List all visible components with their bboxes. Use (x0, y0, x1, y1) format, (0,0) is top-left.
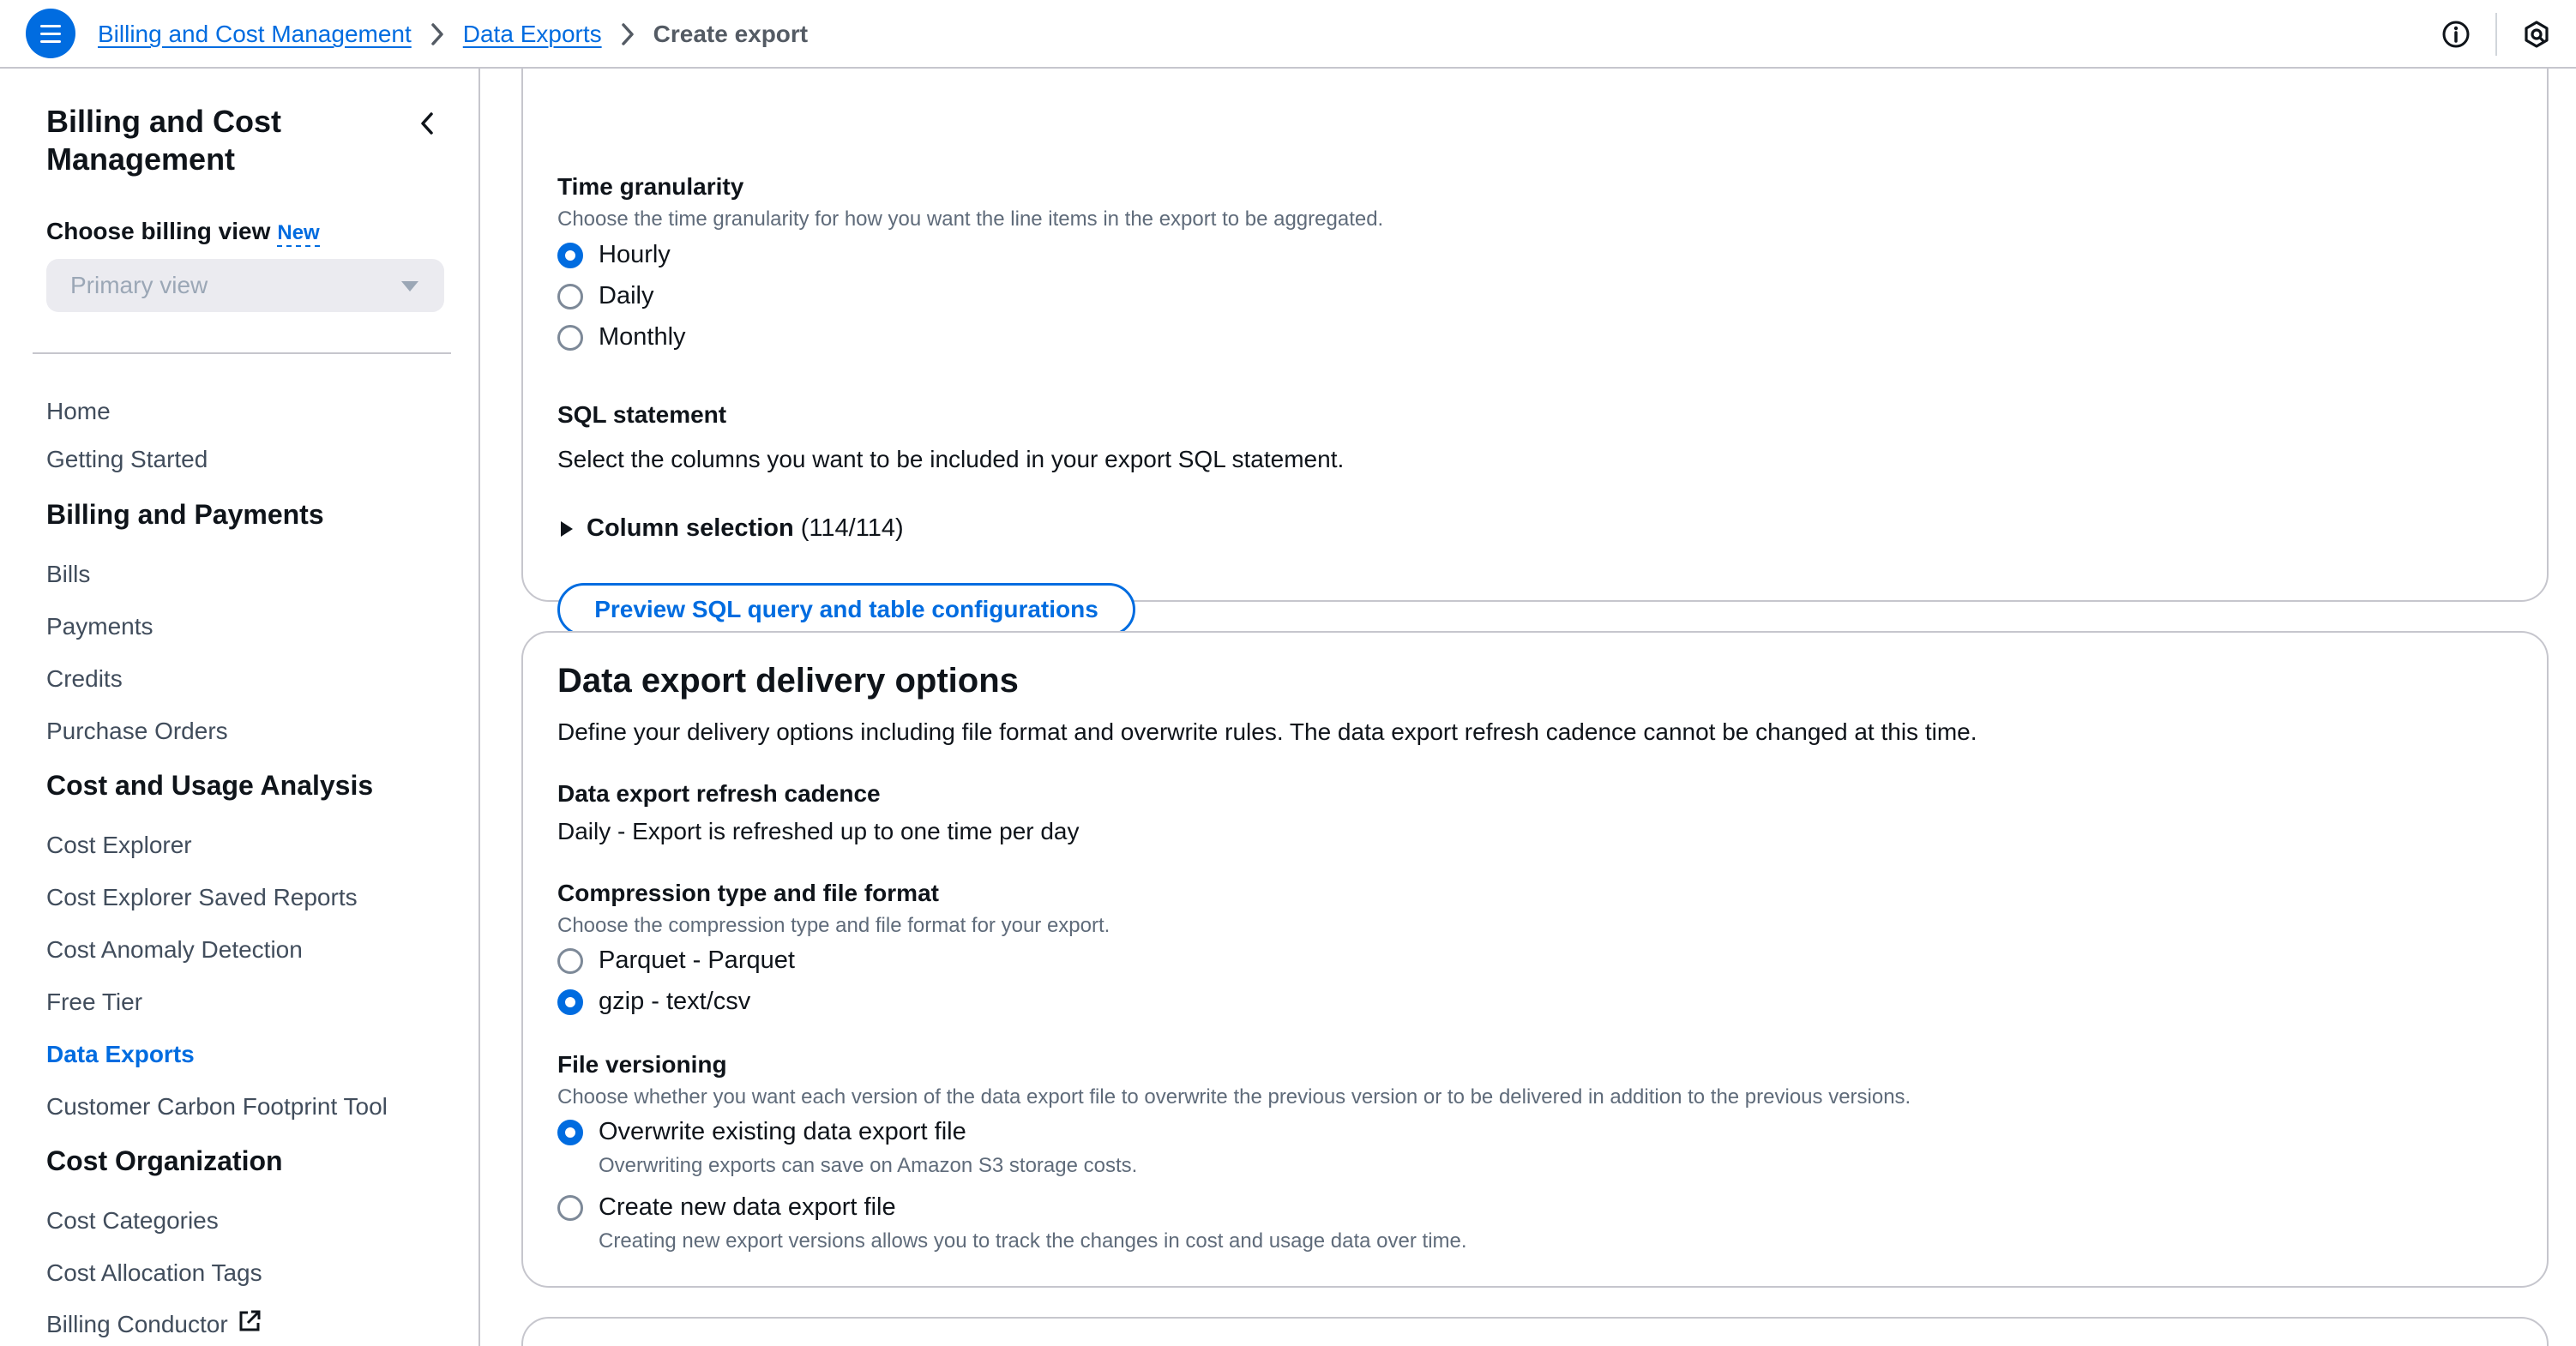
settings-icon[interactable] (2497, 0, 2576, 69)
sidebar-item-payments[interactable]: Payments (46, 613, 153, 640)
main-content (482, 69, 2576, 1346)
billing-view-value: Primary view (70, 272, 208, 298)
sidebar-item-purchase-orders[interactable]: Purchase Orders (46, 718, 228, 744)
sidebar-item-cost-explorer-saved-reports[interactable]: Cost Explorer Saved Reports (46, 884, 358, 910)
top-navigation-bar (0, 0, 2576, 69)
radio-daily[interactable] (557, 282, 653, 310)
radio-hourly[interactable] (557, 241, 671, 269)
create-new-export-hint: Creating new export versions allows you to track the changes in cost and usage data over time. (599, 1229, 1467, 1253)
sidebar-item-billing-conductor-label: Billing Conductor (46, 1310, 228, 1337)
radio-monthly[interactable] (557, 323, 686, 352)
export-content-card (521, 69, 2549, 622)
delivery-options-description: Define your delivery options including file format and overwrite rules. The data export refresh cadence cannot be changed at this time. (557, 718, 1977, 745)
next-section-card (521, 1317, 2549, 1346)
menu-icon[interactable] (26, 9, 75, 58)
file-versioning-description: Choose whether you want each version of the data export file to overwrite the previous version or to be delivered in addition to the previous versions. (557, 1085, 1911, 1109)
billing-view-select[interactable] (46, 259, 444, 312)
chevron-right-icon (412, 19, 463, 50)
sidebar-item-free-tier[interactable]: Free Tier (46, 988, 143, 1015)
sidebar-item-bills[interactable]: Bills (46, 561, 91, 587)
delivery-options-card (521, 631, 2549, 1288)
sidebar-item-credits[interactable]: Credits (46, 665, 123, 692)
radio-button-selected (557, 243, 583, 268)
sql-statement-description: Select the columns you want to be included in your export SQL statement. (557, 446, 1345, 472)
sidebar-item-billing-conductor[interactable] (46, 1308, 262, 1340)
sidebar-item-cost-allocation-tags[interactable]: Cost Allocation Tags (46, 1259, 262, 1286)
radio-create-new-export[interactable] (557, 1193, 896, 1222)
sidebar-section-cost-organization: Cost Organization (46, 1145, 283, 1176)
caret-down-icon (401, 281, 418, 291)
preview-sql-button[interactable]: Preview SQL query and table configurations (557, 583, 1135, 636)
file-versioning-label: File versioning (557, 1051, 727, 1078)
refresh-cadence-value: Daily - Export is refreshed up to one time per day (557, 818, 1080, 844)
sidebar-title: Billing and Cost Management (46, 104, 281, 177)
side-navigation (0, 69, 480, 1346)
radio-label: Monthly (599, 323, 686, 351)
sidebar-item-data-exports[interactable]: Data Exports (46, 1041, 195, 1067)
sidebar-item-cost-explorer[interactable]: Cost Explorer (46, 832, 192, 858)
sidebar-item-cost-categories[interactable]: Cost Categories (46, 1207, 219, 1234)
sql-statement-label: SQL statement (557, 401, 727, 428)
radio-button (557, 1195, 583, 1221)
time-granularity-description: Choose the time granularity for how you want the line items in the export to be aggregated. (557, 207, 1384, 231)
billing-view-label (46, 218, 320, 247)
sidebar-section-billing-and-payments: Billing and Payments (46, 499, 324, 530)
chevron-right-icon (602, 19, 653, 50)
breadcrumb-billing-and-cost-management[interactable]: Billing and Cost Management (98, 21, 412, 47)
sidebar-item-customer-carbon-footprint-tool[interactable]: Customer Carbon Footprint Tool (46, 1093, 388, 1120)
radio-button (557, 325, 583, 351)
radio-gzip-csv[interactable] (557, 988, 750, 1016)
column-selection-label: Column selection (587, 514, 794, 542)
sidebar-divider (33, 352, 451, 354)
radio-label: Hourly (599, 241, 671, 268)
delivery-options-title: Data export delivery options (557, 662, 1019, 700)
sidebar-item-cost-anomaly-detection[interactable]: Cost Anomaly Detection (46, 936, 303, 963)
compression-description: Choose the compression type and file format for your export. (557, 914, 1110, 937)
compression-label: Compression type and file format (557, 880, 939, 906)
radio-button-selected (557, 989, 583, 1015)
radio-label: Parquet - Parquet (599, 946, 795, 974)
chevron-left-icon[interactable] (410, 106, 444, 141)
radio-button-selected (557, 1120, 583, 1145)
billing-view-label-text: Choose billing view (46, 218, 271, 244)
radio-label: gzip - text/csv (599, 988, 751, 1015)
radio-overwrite-export[interactable] (557, 1118, 966, 1146)
info-icon[interactable] (2417, 0, 2495, 69)
breadcrumb (98, 19, 808, 50)
sidebar-item-home[interactable]: Home (46, 398, 111, 424)
breadcrumb-data-exports[interactable]: Data Exports (462, 21, 602, 47)
time-granularity-label: Time granularity (557, 173, 744, 200)
column-selection-count: (114/114) (800, 514, 904, 542)
sidebar-item-getting-started[interactable]: Getting Started (46, 446, 208, 472)
overwrite-export-hint: Overwriting exports can save on Amazon S3 storage costs. (599, 1154, 1138, 1177)
breadcrumb-create-export: Create export (653, 21, 809, 47)
new-badge[interactable]: New (277, 221, 319, 247)
sidebar-section-cost-and-usage-analysis: Cost and Usage Analysis (46, 770, 374, 801)
column-selection-expander[interactable] (561, 514, 904, 543)
radio-label: Daily (599, 282, 654, 309)
radio-button (557, 948, 583, 974)
radio-label: Overwrite existing data export file (599, 1118, 966, 1145)
refresh-cadence-label: Data export refresh cadence (557, 780, 881, 807)
radio-parquet[interactable] (557, 946, 795, 975)
external-link-icon (237, 1308, 262, 1340)
radio-button (557, 284, 583, 309)
caret-right-icon (561, 521, 573, 537)
radio-label: Create new data export file (599, 1193, 896, 1221)
